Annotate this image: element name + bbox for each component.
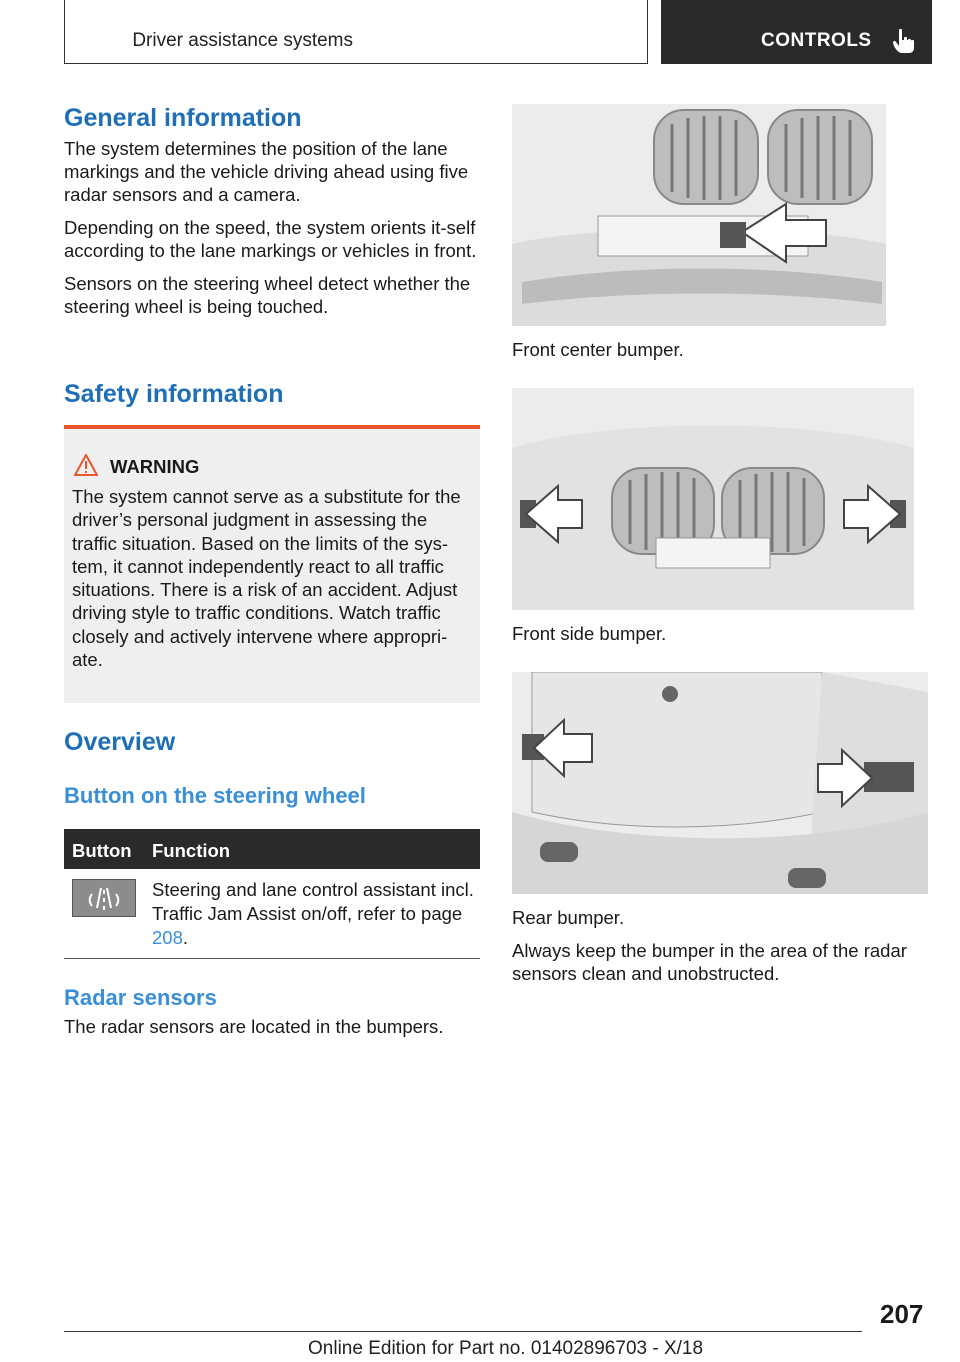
bumper-cleanliness-note: Always keep the bumper in the area of the radar sensors clean and unobstructed. [512, 940, 907, 984]
caption-front-center: Front center bumper. [512, 339, 684, 360]
warning-label: WARNING [110, 456, 200, 477]
footer-edition: Online Edition for Part no. 01402896703 - X/18 [308, 1338, 704, 1359]
safety-section [64, 380, 480, 409]
rear-bumper-illustration [512, 672, 928, 894]
header-chapter-tab [661, 0, 932, 64]
table-function-cell [152, 878, 476, 950]
pointing-hand-icon [893, 28, 915, 54]
warning-text: The system cannot serve as a substitute for the driver’s personal judgment in assessing the traffic situation. Based on the limits of the sys-tem, it cannot independently react to all traffic situations. There is a risk of an accident. Adjust driving style to traffic conditions. Watch traffic closely and actively intervene where appropri-ate. [72, 486, 461, 671]
front-side-bumper-image [512, 388, 914, 610]
overview-section [64, 728, 480, 809]
front-center-bumper-illustration [512, 104, 886, 326]
caption-front-side: Front side bumper. [512, 623, 667, 644]
warning-triangle-icon [74, 454, 98, 476]
footer-divider [64, 1331, 862, 1332]
general-info-paragraph-3: Sensors on the steering wheel detect whether the steering wheel is being touched. [64, 273, 471, 317]
general-info-paragraph-1: The system determines the position of the lane markings and the vehicle driving ahead using five radar sensors and a camera. [64, 138, 469, 205]
general-info-paragraph-2: Depending on the speed, the system orients it-self according to the lane markings or vehicles in front. [64, 217, 477, 261]
general-info-heading: General information [64, 104, 302, 132]
radar-sensors-heading: Radar sensors [64, 985, 217, 1010]
page-header [64, 0, 932, 64]
front-side-bumper-illustration [512, 388, 914, 610]
front-center-bumper-image [512, 104, 886, 326]
table-row [64, 869, 480, 959]
header-section-title: Driver assistance systems [132, 30, 353, 51]
general-section [64, 104, 480, 318]
steering-assist-button-icon [72, 879, 136, 917]
header-chapter-title: CONTROLS [761, 30, 872, 51]
header-section-box [64, 0, 648, 64]
function-text-end: . [182, 927, 189, 948]
warning-box [64, 425, 480, 703]
overview-heading: Overview [64, 728, 176, 756]
radar-section [64, 985, 480, 1038]
table-col-function: Function [152, 840, 231, 861]
rear-bumper-image [512, 672, 928, 894]
lane-assist-icon [73, 880, 135, 916]
table-col-button: Button [72, 840, 132, 861]
radar-sensors-text: The radar sensors are located in the bumpers. [64, 1016, 444, 1037]
page-number: 207 [880, 1299, 924, 1329]
button-steering-heading: Button on the steering wheel [64, 783, 366, 808]
button-table-header [64, 829, 480, 869]
page-208-link[interactable]: 208 [152, 927, 183, 948]
safety-info-heading: Safety information [64, 380, 284, 408]
caption-rear: Rear bumper. [512, 907, 625, 928]
function-text: Steering and lane control assistant incl. Traffic Jam Assist on/off, refer to page [152, 879, 474, 924]
